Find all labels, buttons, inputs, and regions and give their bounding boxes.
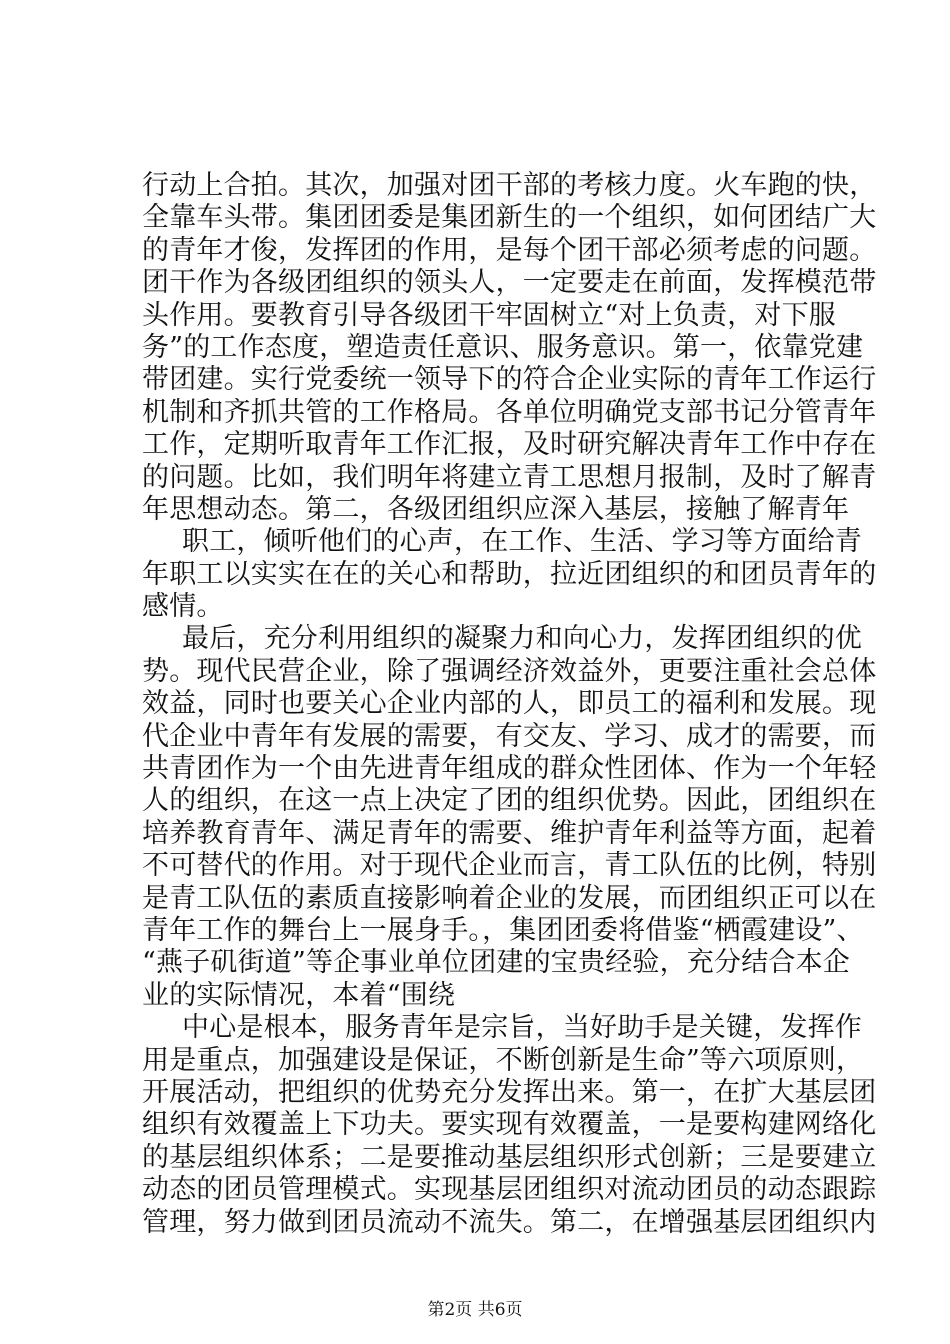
page-number: 第2页 共6页 bbox=[427, 1300, 523, 1320]
text-line: 年职工以实实在在的关心和帮助，拉近团组织的和团员青年的 bbox=[142, 558, 877, 590]
text-line: “燕子矶街道”等企事业单位团建的宝贵经验，充分结合本企 bbox=[142, 947, 851, 979]
text-line: 势。现代民营企业，除了强调经济效益外，更要注重社会总体 bbox=[142, 655, 877, 687]
text-line: 机制和齐抓共管的工作格局。各单位明确党支部书记分管青年 bbox=[142, 396, 877, 428]
text-line: 代企业中青年有发展的需要，有交友、学习、成才的需要，而 bbox=[142, 720, 877, 752]
text-line: 头作用。要教育引导各级团干牢固树立“对上负责，对下服 bbox=[142, 299, 837, 331]
text-line: 共青团作为一个由先进青年组成的群众性团体、作为一个年轻 bbox=[142, 753, 877, 785]
text-line: 动态的团员管理模式。实现基层团组织对流动团员的动态跟踪 bbox=[142, 1174, 877, 1206]
text-line: 业的实际情况，本着“围绕 bbox=[142, 979, 456, 1011]
text-line: 全靠车头带。集团团委是集团新生的一个组织，如何团结广大 bbox=[142, 202, 877, 234]
text-line: 务”的工作态度，塑造责任意识、服务意识。第一，依靠党建 bbox=[142, 331, 864, 363]
text-line: 组织有效覆盖上下功夫。要实现有效覆盖，一是要构建网络化 bbox=[142, 1109, 877, 1141]
text-line: 团干作为各级团组织的领头人，一定要走在前面，发挥模范带 bbox=[142, 267, 877, 299]
text-line: 不可替代的作用。对于现代企业而言，青工队伍的比例，特别 bbox=[142, 850, 877, 882]
text-line: 开展活动，把组织的优势充分发挥出来。第一，在扩大基层团 bbox=[142, 1076, 877, 1108]
paragraph-start-line: 最后，充分利用组织的凝聚力和向心力，发挥团组织的优 bbox=[182, 623, 862, 655]
text-line: 用是重点，加强建设是保证，不断创新是生命”等六项原则， bbox=[142, 1044, 864, 1076]
text-line: 工作，定期听取青年工作汇报，及时研究解决青年工作中存在 bbox=[142, 429, 877, 461]
text-line: 带团建。实行党委统一领导下的符合企业实际的青年工作运行 bbox=[142, 364, 877, 396]
text-line: 的问题。比如，我们明年将建立青工思想月报制，及时了解青 bbox=[142, 461, 877, 493]
text-line: 人的组织，在这一点上决定了团的组织优势。因此，团组织在 bbox=[142, 785, 877, 817]
text-line: 的青年才俊，发挥团的作用，是每个团干部必须考虑的问题。 bbox=[142, 234, 877, 266]
text-line: 的基层组织体系；二是要推动基层组织形式创新；三是要建立 bbox=[142, 1141, 877, 1173]
paragraph-start-line: 职工，倾听他们的心声，在工作、生活、学习等方面给青 bbox=[182, 526, 862, 558]
text-line: 效益，同时也要关心企业内部的人，即员工的福利和发展。现 bbox=[142, 688, 877, 720]
page-footer bbox=[0, 1299, 950, 1321]
paragraph-start-line: 中心是根本，服务青年是宗旨，当好助手是关键，发挥作 bbox=[182, 1012, 862, 1044]
text-line: 是青工队伍的素质直接影响着企业的发展，而团组织正可以在 bbox=[142, 882, 877, 914]
text-line: 青年工作的舞台上一展身手。，集团团委将借鉴“栖霞建设”、 bbox=[142, 914, 864, 946]
text-line: 感情。 bbox=[142, 591, 224, 623]
text-line: 行动上合拍。其次，加强对团干部的考核力度。火车跑的快， bbox=[142, 170, 877, 201]
body-text bbox=[142, 170, 877, 1239]
text-line: 培养教育青年、满足青年的需要、维护青年利益等方面，起着 bbox=[142, 817, 877, 849]
text-line: 年思想动态。第二，各级团组织应深入基层，接触了解青年 bbox=[142, 493, 850, 525]
text-line: 管理，努力做到团员流动不流失。第二，在增强基层团组织内 bbox=[142, 1206, 877, 1238]
